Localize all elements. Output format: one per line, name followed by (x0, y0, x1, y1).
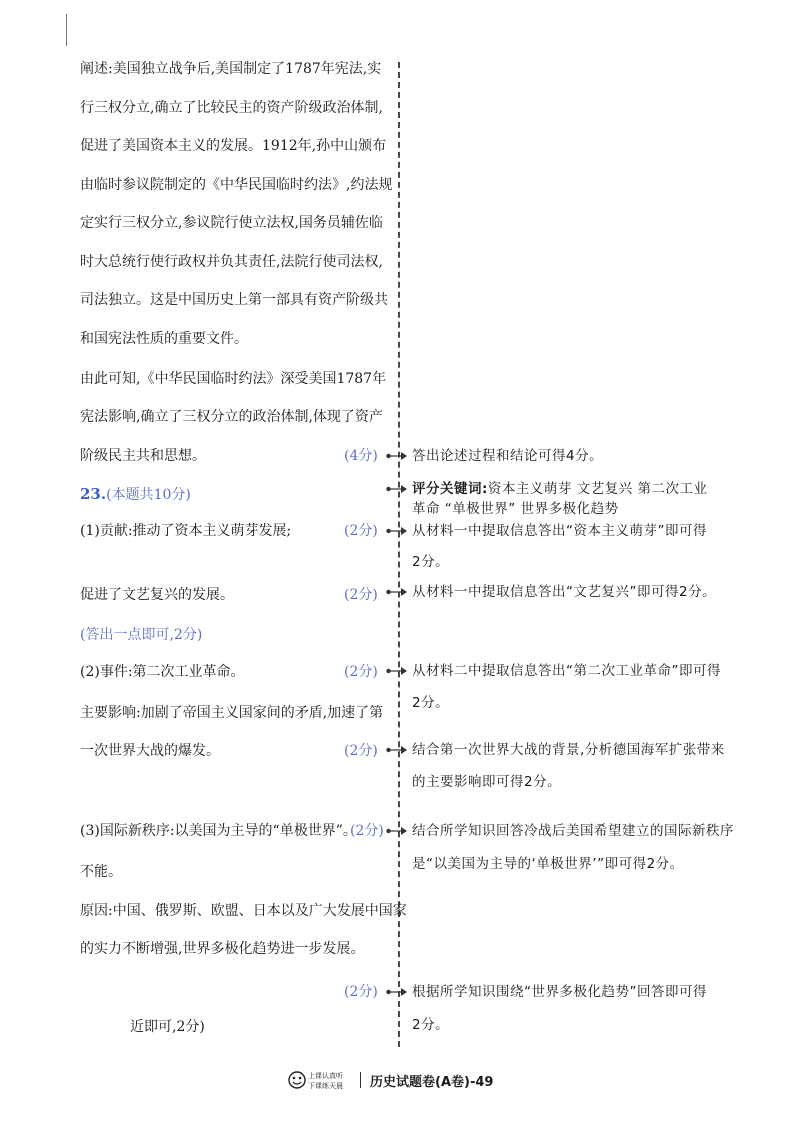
score-badge: (2分) (344, 984, 378, 1000)
arrow-icon (386, 447, 408, 465)
grading-note: 是“以美国为主导的‘单极世界’”即可得2分。 (412, 856, 684, 872)
answer-line: 由此可知,《中华民国临时约法》深受美国1787年 (80, 371, 387, 387)
arrow-icon (386, 822, 408, 840)
answer-line: 宪法影响,确立了三权分立的政治体制,体现了资产 (80, 409, 383, 425)
score-badge: (2分) (344, 664, 378, 680)
answer-line: 主要影响:加剧了帝国主义国家间的矛盾,加速了第 (80, 705, 384, 721)
answer-line: 一次世界大战的爆发。 (80, 743, 220, 759)
answer-line: (3)国际新秩序:以美国为主导的“单极世界”。 (80, 823, 357, 839)
grading-note: 答出论述过程和结论可得4分。 (412, 448, 604, 464)
page-footer-title: 历史试题卷(A卷)-49 (370, 1075, 494, 1090)
score-badge: (2分) (350, 823, 384, 839)
arrow-icon (386, 522, 408, 540)
answer-line: 原因:中国、俄罗斯、欧盟、日本以及广大发展中国家 (80, 903, 407, 919)
answer-line: 阐述:美国独立战争后,美国制定了1787年宪法,实 (80, 61, 382, 77)
keyword-text: 资本主义萌芽 文艺复兴 第二次工业 (487, 481, 708, 497)
logo-text-bottom: 下课练天晨 (308, 1082, 343, 1090)
score-badge: (2分) (344, 523, 378, 539)
score-badge: (2分) (344, 587, 378, 603)
arrow-icon (386, 983, 408, 1001)
question-header (80, 485, 191, 504)
brand-logo-icon (288, 1068, 354, 1092)
page-footer (288, 1068, 528, 1092)
column-divider (398, 62, 400, 1047)
keyword-note (412, 480, 708, 498)
keyword-label: 评分关键词: (412, 481, 488, 497)
answer-line: 由临时参议院制定的《中华民国临时约法》,约法规 (80, 177, 393, 193)
score-badge: (2分) (344, 743, 378, 759)
keyword-note-line: 革命 “单极世界” 世界多极化趋势 (412, 501, 619, 517)
grading-note: 从材料一中提取信息答出“文艺复兴”即可得2分。 (412, 584, 717, 600)
grading-note: 结合第一次世界大战的背景,分析德国海军扩张带来 (412, 742, 725, 758)
answer-line: 不能。 (80, 864, 122, 880)
answer-line: (1)贡献:推动了资本主义萌芽发展; (80, 523, 292, 539)
edge-mark (66, 14, 67, 46)
grading-note: 根据所学知识围绕“世界多极化趋势”回答即可得 (412, 984, 707, 1000)
grading-note: 从材料一中提取信息答出“资本主义萌芽”即可得 (412, 523, 707, 539)
arrow-icon (386, 662, 408, 680)
answer-line: 定实行三权分立,参议院行使立法权,国务员辅佐临 (80, 215, 383, 231)
grading-note: 2分。 (412, 695, 450, 711)
answer-hint: 近即可,2分) (130, 1019, 205, 1035)
answer-line: 行三权分立,确立了比较民主的资产阶级政治体制, (80, 100, 383, 116)
answer-line: 和国宪法性质的重要文件。 (80, 331, 248, 347)
question-number: 23. (80, 485, 107, 503)
answer-line: 司法独立。这是中国历史上第一部具有资产阶级共 (80, 292, 388, 308)
score-badge: (4分) (344, 448, 378, 464)
footer-separator (360, 1072, 361, 1088)
arrow-icon (386, 480, 408, 498)
grading-note: 结合所学知识回答冷战后美国希望建立的国际新秩序 (412, 823, 734, 839)
answer-line: 促进了美国资本主义的发展。1912年,孙中山颁布 (80, 138, 387, 154)
answer-line: 促进了文艺复兴的发展。 (80, 587, 234, 603)
question-points: (本题共10分) (106, 487, 191, 503)
answer-line: (2)事件:第二次工业革命。 (80, 664, 245, 680)
grading-note: 2分。 (412, 1017, 450, 1033)
answer-hint: (答出一点即可,2分) (80, 627, 203, 643)
grading-note: 的主要影响即可得2分。 (412, 774, 562, 790)
answer-line: 阶级民主共和思想。 (80, 448, 206, 464)
grading-note: 从材料二中提取信息答出“第二次工业革命”即可得 (412, 663, 721, 679)
answer-line: 的实力不断增强,世界多极化趋势进一步发展。 (80, 941, 365, 957)
answer-line: 时大总统行使行政权并负其责任,法院行使司法权, (80, 254, 383, 270)
arrow-icon (386, 741, 408, 759)
arrow-icon (386, 583, 408, 601)
logo-text-top: 上课认真听 (308, 1072, 343, 1080)
grading-note: 2分。 (412, 554, 450, 570)
